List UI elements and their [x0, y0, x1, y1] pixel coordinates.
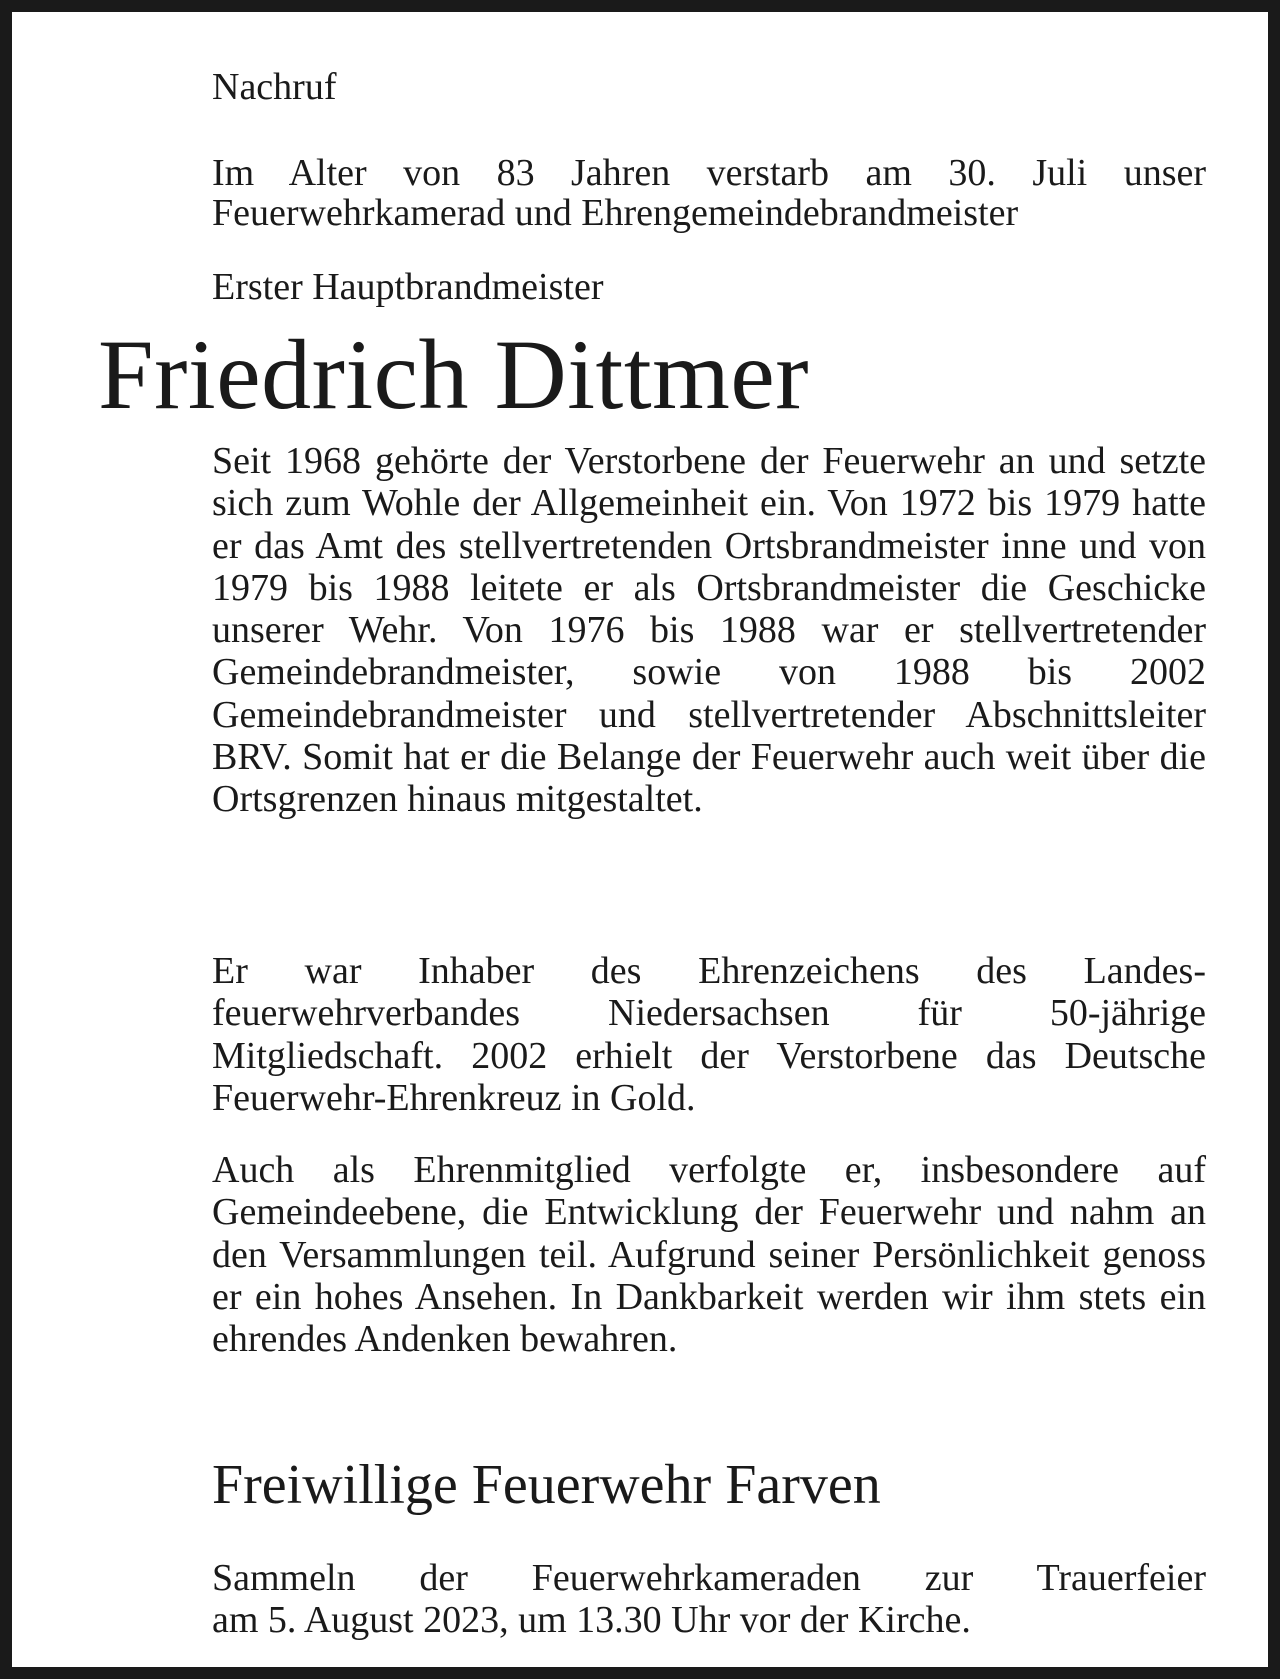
paragraph-career: Seit 1968 gehörte der Verstorbene der Feuerwehr an und setzte sich zum Wohle der Allgemeinheit ein. Von 1972 bis 1979 hatte er das Amt des stellvertretenden Ortsbrandmeister inne und von 1979 bis 1988 leitete er als Ortsbrandmeister die Geschicke unserer Wehr. Von 1976 bis 1988 war er stellvertretender Gemeindebrandmeister, sowie von 1988 bis 2002 Gemeindebrandmeister und stellvertretender Abschnittsleiter BRV. Somit hat er die Belange der Feuerwehr auch weit über die Ortsgrenzen hinaus mitgestaltet.	[212, 440, 1206, 821]
rank-title: Erster Hauptbrandmeister	[212, 266, 604, 308]
organization-signature: Freiwillige Feuerwehr Farven	[212, 1454, 881, 1516]
intro-line-2: Feuerwehrkamerad und Ehrengemeindebrandmeister	[212, 192, 1019, 234]
intro-text	[212, 153, 1206, 233]
notice-line-1: Sammeln der Feuerwehrkameraden zur Trauerfeier	[212, 1557, 1206, 1599]
intro-line-1: Im Alter von 83 Jahren verstarb am 30. Juli unser	[212, 152, 1206, 194]
notice-line-2: am 5. August 2023, um 13.30 Uhr vor der Kirche.	[212, 1599, 971, 1641]
obituary-content	[12, 12, 1268, 1667]
kicker-heading: Nachruf	[212, 66, 337, 108]
paragraph-legacy: Auch als Ehrenmitglied verfolgte er, insbesondere auf Gemeindeebene, die Entwicklung der Feuerwehr und nahm an den Versammlungen teil. Aufgrund seiner Persönlichkeit genoss er ein hohes Ansehen. In Dankbarkeit werden wir ihm stets ein ehrendes Andenken bewahren.	[212, 1149, 1206, 1361]
funeral-notice	[212, 1557, 1206, 1641]
paragraph-honors: Er war Inhaber des Ehrenzeichens des Landesfeuerwehrverbandes Niedersachsen für 50-jährige Mitgliedschaft. 2002 erhielt der Verstorbene das Deutsche Feuerwehr-Ehrenkreuz in Gold.	[212, 950, 1206, 1119]
deceased-name: Friedrich Dittmer	[98, 319, 810, 430]
